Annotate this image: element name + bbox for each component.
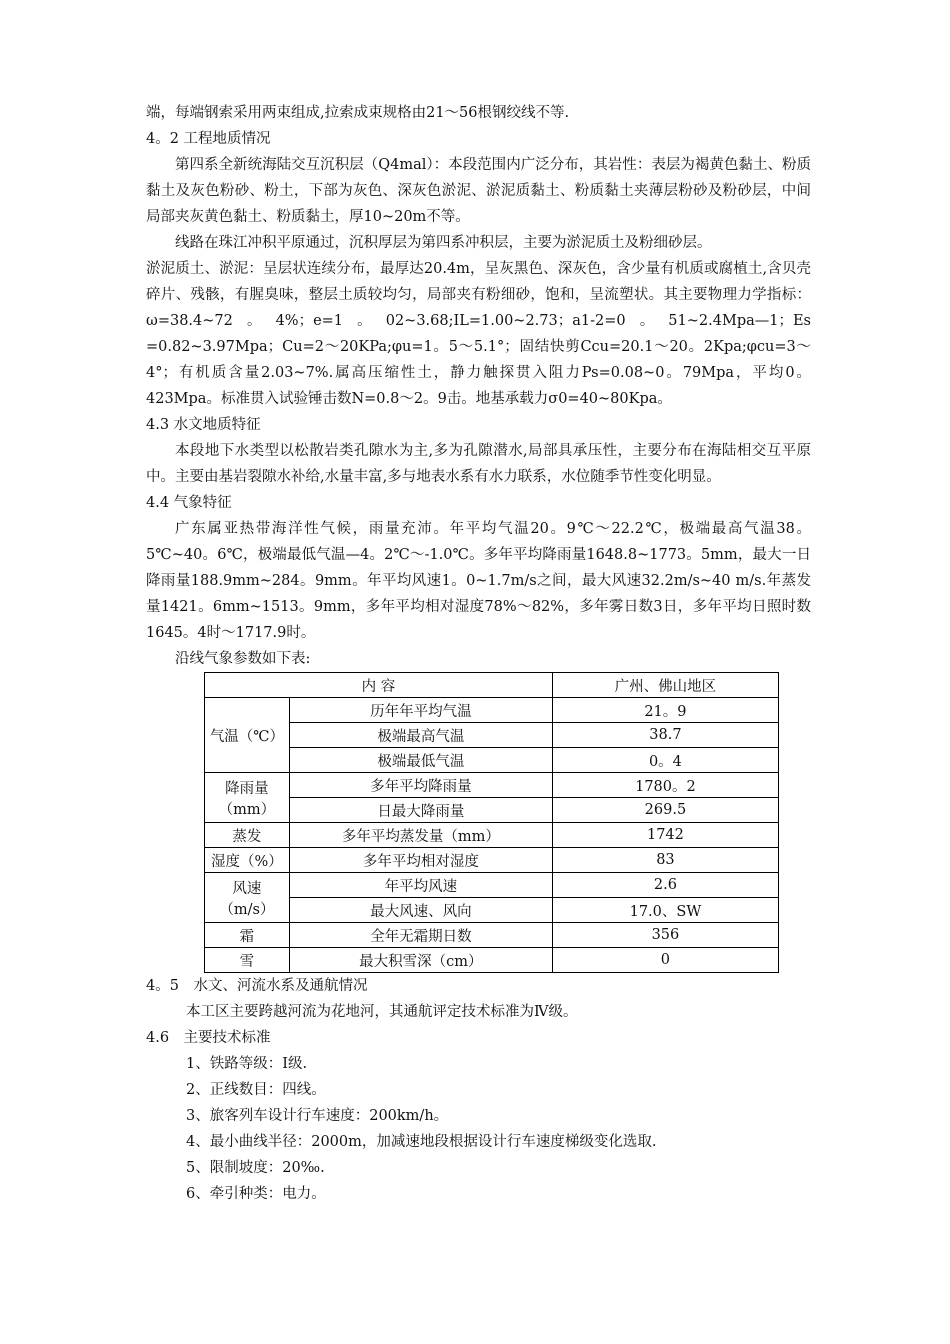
- cat-evaporation: 蒸发: [205, 823, 290, 848]
- list-item: 2、正线数目：四线。: [186, 1082, 326, 1098]
- list-item: 6、牵引种类：电力。: [186, 1186, 326, 1202]
- section-heading-4-5: 4。5 水文、河流水系及通航情况: [146, 978, 368, 994]
- row-label: 多年平均降雨量: [289, 773, 552, 798]
- row-value: 1742: [552, 823, 778, 848]
- cat-temperature: 气温（℃）: [205, 698, 290, 773]
- row-value: 2.6: [552, 873, 778, 898]
- row-value: 38.7: [552, 723, 778, 748]
- row-value: 0。4: [552, 748, 778, 773]
- list-item: 3、旅客列车设计行车速度：200km/h。: [186, 1108, 449, 1124]
- table-row: [205, 823, 779, 848]
- paragraph-climate: 广东属亚热带海洋性气候，雨量充沛。年平均气温20。9℃～22.2℃，极端最高气温38。5℃~40。6℃，极端最低气温—4。2℃～-1.0℃。多年平均降雨量1648.8~1773。5mm，最大一日降雨量188.9mm~284。9mm。年平均风速1。0~1.7m/s之间，最大风速32.2m/s~40 m/s.年蒸发量1421。6mm~1513。9mm，多年平均相对湿度78%～82%，多年雾日数3日，多年平均日照时数1645。4时～1717.9时。: [146, 521, 811, 641]
- table-intro: 沿线气象参数如下表:: [175, 651, 311, 667]
- table-row: [205, 948, 779, 973]
- weather-parameter-table: [204, 672, 779, 973]
- section-heading-4-3: 4.3 水文地质特征: [146, 417, 261, 433]
- row-label: 多年平均相对湿度: [289, 848, 552, 873]
- paragraph-navigation: 本工区主要跨越河流为花地河，其通航评定技术标准为Ⅳ级。: [186, 1004, 578, 1020]
- cat-wind: [205, 873, 290, 923]
- list-item: 1、铁路等级：Ⅰ级.: [186, 1056, 308, 1072]
- row-value: 21。9: [552, 698, 778, 723]
- table-header-row: [205, 673, 779, 698]
- table-row: [205, 773, 779, 798]
- list-item: 4、最小曲线半径：2000m，加减速地段根据设计行车速度梯级变化选取.: [186, 1134, 657, 1150]
- row-label: 极端最低气温: [289, 748, 552, 773]
- table-row: [205, 873, 779, 898]
- row-value: 1780。2: [552, 773, 778, 798]
- cat-snow: 雪: [205, 948, 290, 973]
- paragraph-hydrogeology: 本段地下水类型以松散岩类孔隙水为主,多为孔隙潜水,局部具承压性，主要分布在海陆相交互平原中。主要由基岩裂隙水补给,水量丰富,多与地表水系有水力联系，水位随季节性变化明显。: [146, 443, 811, 485]
- header-region: 广州、佛山地区: [552, 673, 778, 698]
- table-row: [205, 798, 779, 823]
- row-label: 最大风速、风向: [289, 898, 552, 923]
- row-label: 极端最高气温: [289, 723, 552, 748]
- row-value: 356: [552, 923, 778, 948]
- section-heading-4-2: 4。2 工程地质情况: [146, 131, 271, 147]
- paragraph-alluvial-plain: 线路在珠江冲积平原通过，沉积厚层为第四系冲积层，主要为淤泥质土及粉细砂层。: [175, 235, 712, 251]
- row-value: 83: [552, 848, 778, 873]
- row-label: 历年年平均气温: [289, 698, 552, 723]
- table-row: [205, 898, 779, 923]
- section-heading-4-4: 4.4 气象特征: [146, 495, 232, 511]
- cat-humidity: 湿度（%）: [205, 848, 290, 873]
- paragraph-quaternary-deposit: 第四系全新统海陆交互沉积层（Q4mal）：本段范围内广泛分布，其岩性：表层为褐黄色黏土、粉质黏土及灰色粉砂、粉土，下部为灰色、深灰色淤泥、淤泥质黏土、粉质黏土夹薄层粉砂及粉砂层，中间局部夹灰黄色黏土、粉质黏土，厚10~20m不等。: [146, 157, 811, 225]
- table-row: [205, 848, 779, 873]
- section-heading-4-6: 4.6 主要技术标准: [146, 1030, 271, 1046]
- table-row: [205, 748, 779, 773]
- cat-rainfall: [205, 773, 290, 823]
- row-label: 年平均风速: [289, 873, 552, 898]
- cat-wind-line2: （m/s）: [219, 901, 275, 918]
- table-row: [205, 698, 779, 723]
- row-label: 全年无霜期日数: [289, 923, 552, 948]
- continuation-line: 端，每端钢索采用两束组成,拉索成束规格由21～56根钢绞线不等.: [146, 105, 570, 121]
- row-label: 多年平均蒸发量（mm）: [289, 823, 552, 848]
- paragraph-silty-soil: 淤泥质土、淤泥：呈层状连续分布，最厚达20.4m，呈灰黑色、深灰色，含少量有机质或腐植土,含贝壳碎片、残骸，有腥臭味，整层土质较均匀，局部夹有粉细砂，饱和，呈流塑状。其主要物理力学指标：ω=38.4~72。4%；e=1。02~3.68;IL=1.00~2.73；a1-2=0。51~2.4Mpa—1；Es =0.82~3.97Mpa；Cu=2～20KPa;φu=1。5～5.1°；固结快剪Ccu=20.1～20。2Kpa;φcu=3～4°；有机质含量2.03~7%.属高压缩性土，静力触探贯入阻力Ps=0.08~0。79Mpa，平均0。423Mpa。标准贯入试验锤击数N=0.8～2。9击。地基承载力σ0=40~80Kpa。: [146, 261, 811, 407]
- row-label: 最大积雪深（cm）: [289, 948, 552, 973]
- list-item: 5、限制坡度：20‰.: [186, 1160, 325, 1176]
- header-content: 内 容: [205, 673, 553, 698]
- row-value: 17.0、SW: [552, 898, 778, 923]
- row-value: 269.5: [552, 798, 778, 823]
- cat-rainfall-line2: （mm）: [218, 801, 276, 818]
- table-row: [205, 923, 779, 948]
- cat-frost: 霜: [205, 923, 290, 948]
- row-label: 日最大降雨量: [289, 798, 552, 823]
- table-row: [205, 723, 779, 748]
- cat-rainfall-line1: 降雨量: [225, 780, 269, 797]
- document-page: [146, 100, 811, 1207]
- row-value: 0: [552, 948, 778, 973]
- cat-wind-line1: 风速: [232, 880, 262, 897]
